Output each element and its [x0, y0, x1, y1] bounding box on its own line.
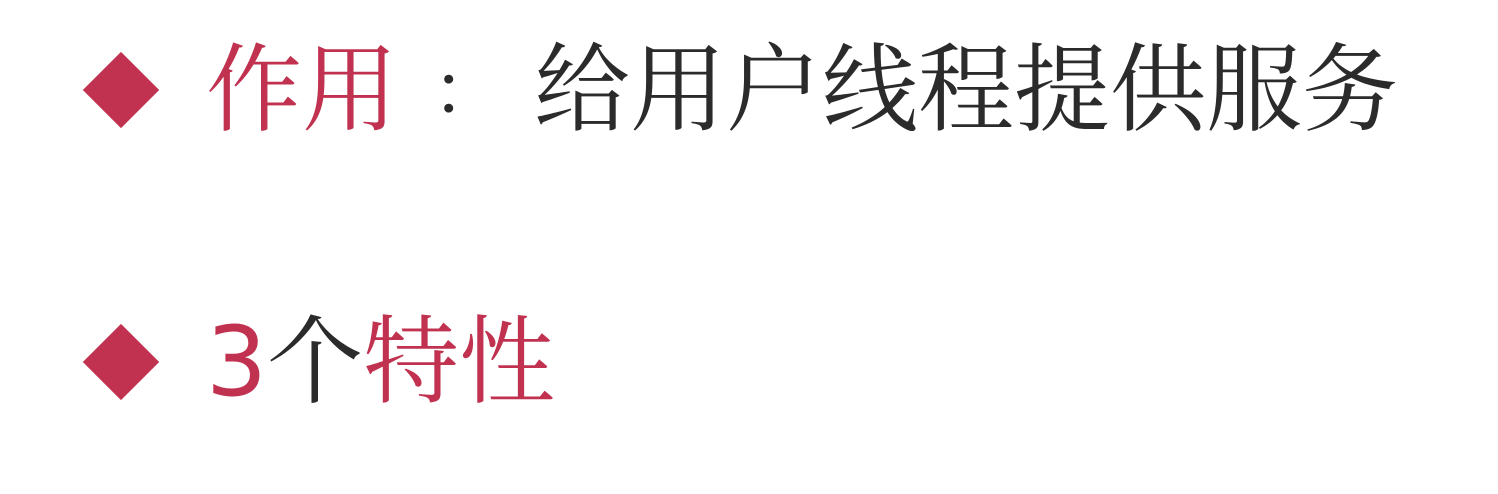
diamond-icon — [83, 52, 159, 128]
bullet-highlight: 特性 — [363, 306, 556, 418]
bullet-number: 3 — [206, 306, 268, 418]
bullet-item-features — [82, 302, 555, 422]
bullet-item-role — [82, 30, 1398, 150]
diamond-icon — [83, 324, 159, 400]
bullet-highlight: 作用 — [206, 34, 398, 146]
bullet-text: 给用户线程提供服务 — [534, 34, 1399, 146]
bullet-separator: ： — [432, 48, 505, 132]
bullet-middle-text: 个 — [267, 306, 364, 418]
